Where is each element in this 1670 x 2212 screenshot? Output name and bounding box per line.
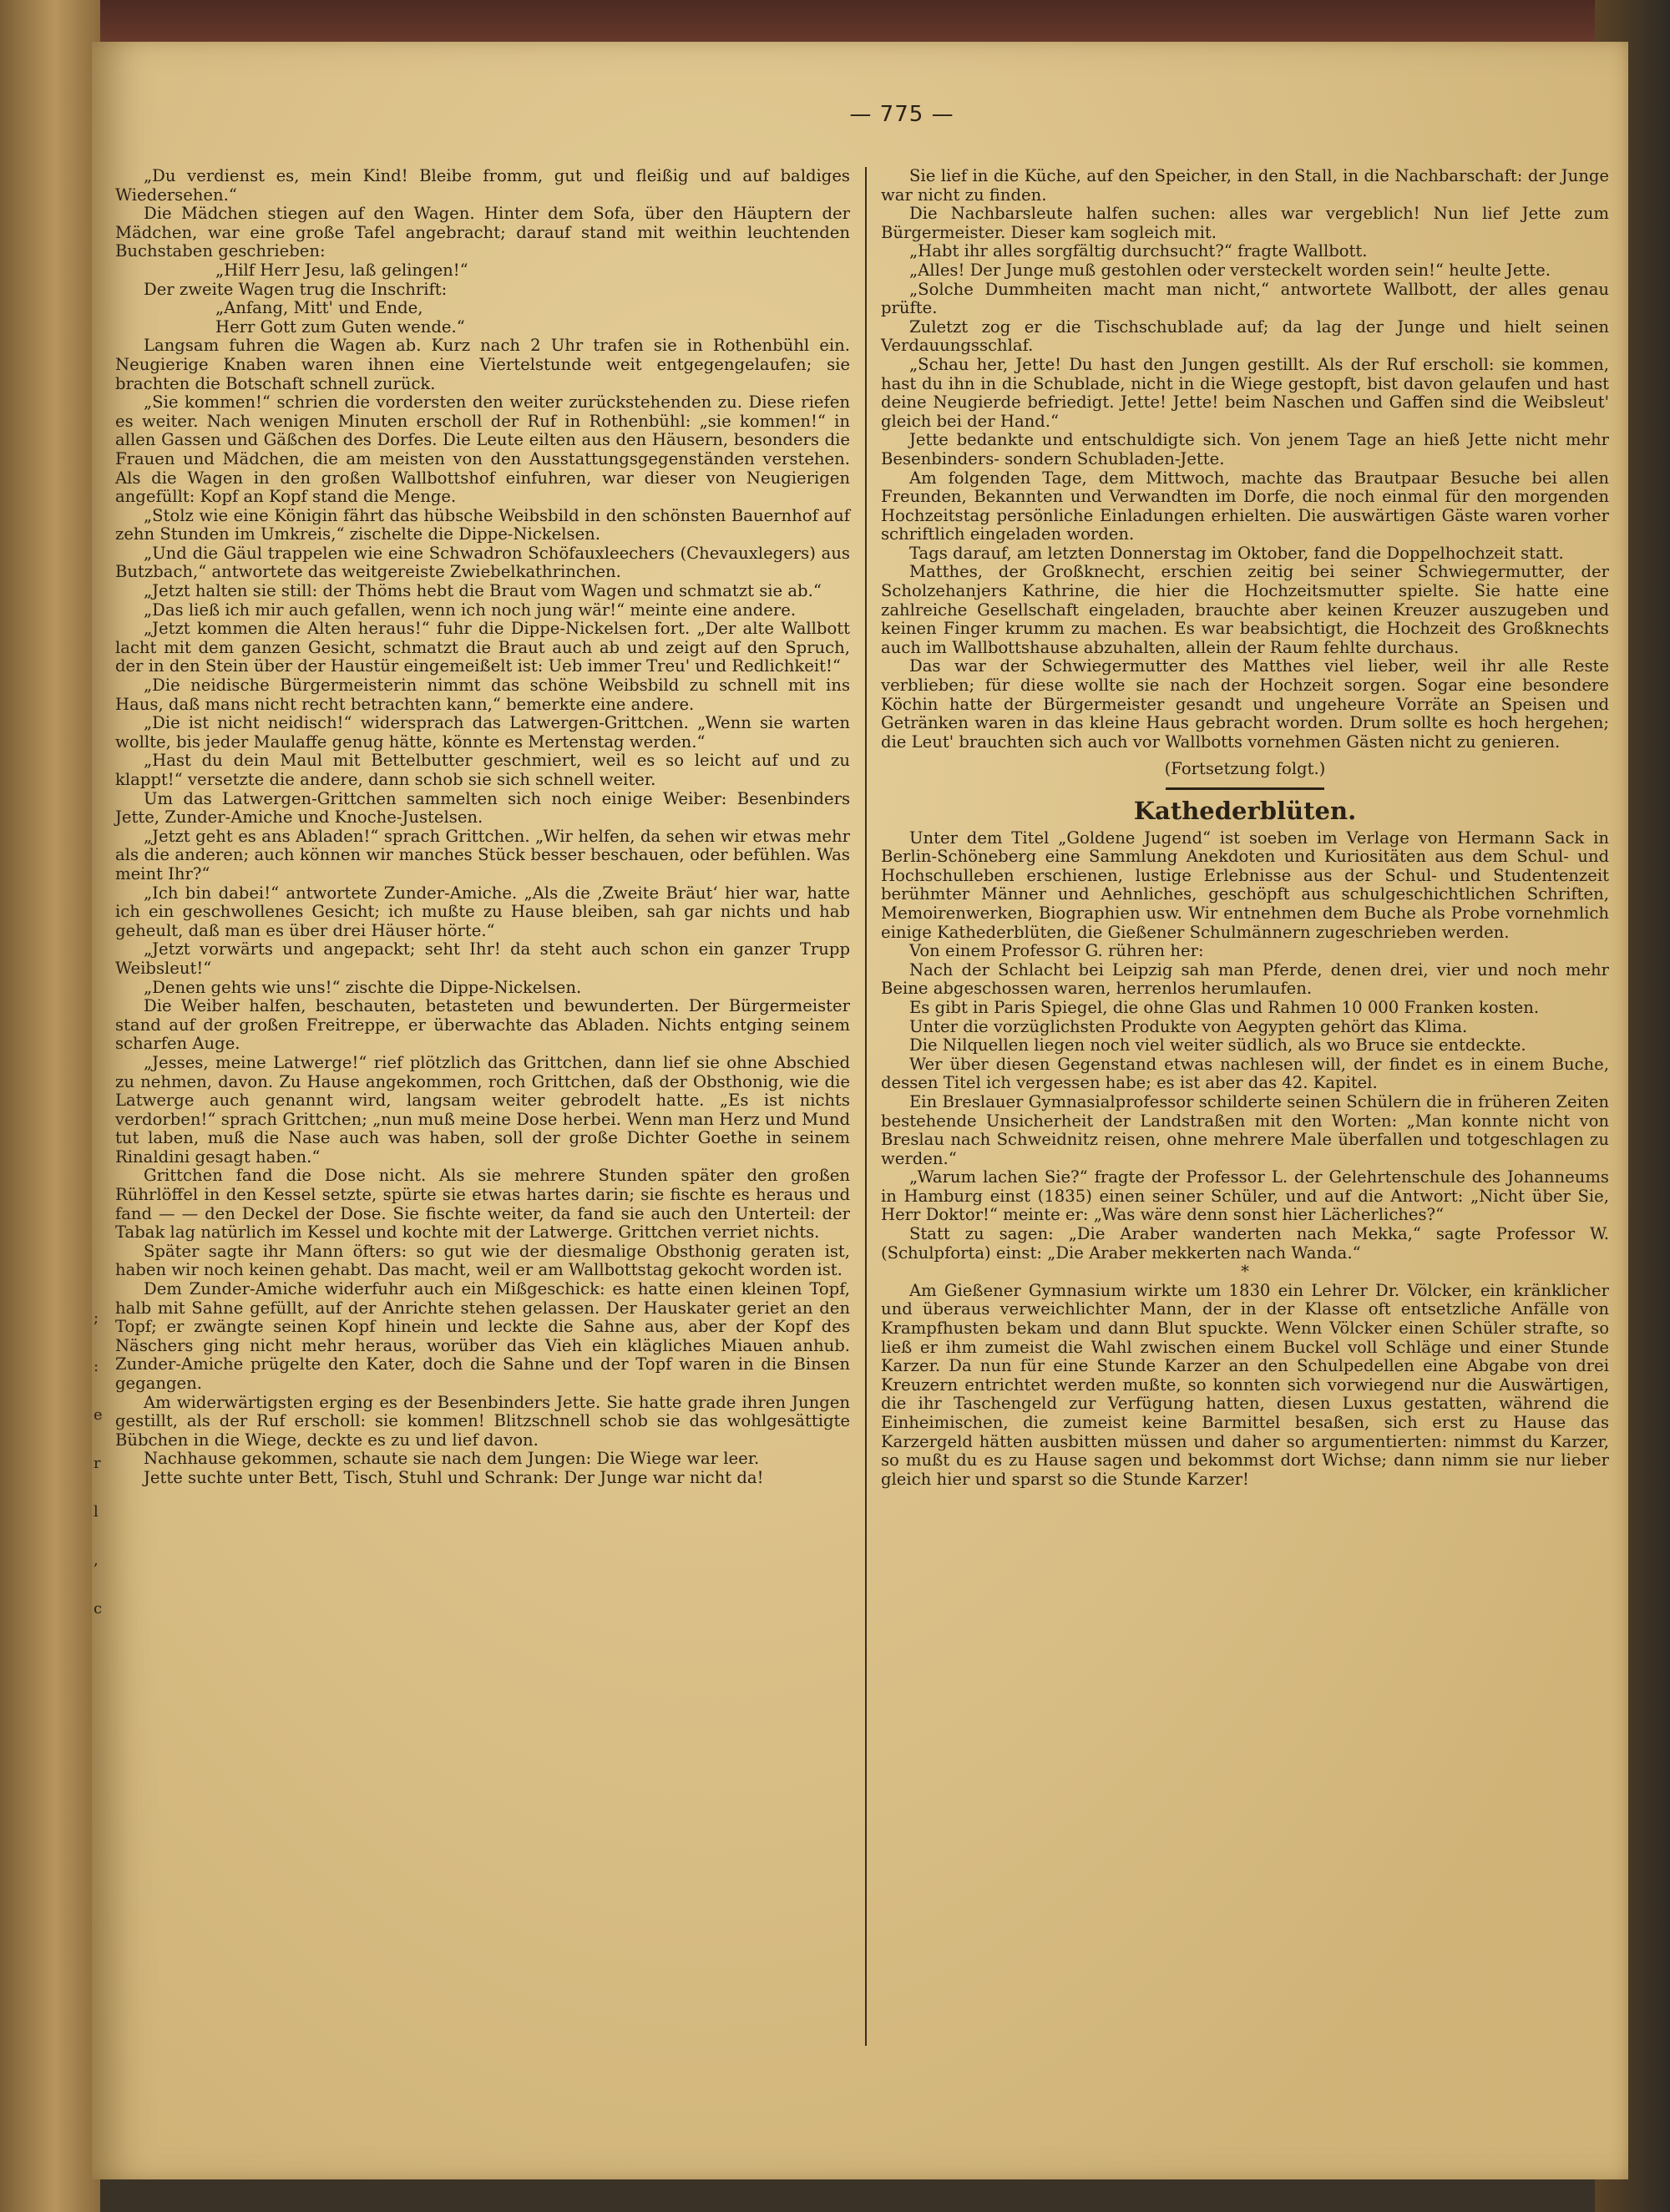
- paragraph: Die Nachbarsleute halfen suchen: alles war vergeblich! Nun lief Jette zum Bürgermeister. Dieser kam sogleich mit.: [881, 204, 1609, 242]
- paragraph: Matthes, der Großknecht, erschien zeitig bei seiner Schwiegermutter, der Scholzehanjers Kathrine, die hier die Hochzeitsmutter spielte. Sie hatte eine zahlreiche Gesellschaft eingeladen, brauchte aber keinen Kreuzer auszugeben und keinen Finger krumm zu machen. Es war beabsichtigt, die Hochzeit des Großknechts auch im Wallbottshause abzuhalten, allein der Raum fehlte durchaus.: [881, 562, 1609, 657]
- paragraph: Die Nilquellen liegen noch viel weiter südlich, als wo Bruce sie entdeckte.: [909, 1035, 1526, 1055]
- paragraph: Jette suchte unter Bett, Tisch, Stuhl und Schrank: Der Junge war nicht da!: [144, 1467, 764, 1487]
- paragraph: „Jetzt geht es ans Abladen!“ sprach Grittchen. „Wir helfen, da sehen wir etwas mehr als die anderen; auch können wir manches Stück besser beschauen, oder befühlen. Was meint Ihr?“: [115, 826, 850, 883]
- left-column-story: [115, 167, 850, 1488]
- paragraph: „Hilf Herr Jesu, laß gelingen!“: [215, 260, 468, 280]
- paragraph: Von einem Professor G. rühren her:: [909, 941, 1204, 961]
- paragraph: „Jetzt kommen die Alten heraus!“ fuhr die Dippe-Nickelsen fort. „Der alte Wallbott lacht mit dem ganzen Gesicht, schmatzt die Braut auch ab und zeigt auf den Spruch, der in den Stein über der Haustür eingemeißelt ist: Ueb immer Treu' und Redlichkeit!“: [115, 619, 850, 676]
- facing-page-margin-marks: ; : e r l , c: [94, 1309, 103, 1617]
- paragraph: Wer über diesen Gegenstand etwas nachlesen will, der findet es in einem Buche, dessen Titel ich vergessen habe; es ist aber das 42. Kapitel.: [881, 1054, 1609, 1093]
- column-divider: [865, 167, 867, 2046]
- paragraph: „Die neidische Bürgermeisterin nimmt das schöne Weibsbild zu schnell mit ins Haus, daß mans nicht recht betrachten kann,“ bemerkte eine andere.: [115, 676, 850, 714]
- paragraph: „Du verdienst es, mein Kind! Bleibe fromm, gut und fleißig und auf baldiges Wiedersehen.“: [115, 166, 850, 205]
- newspaper-page: [92, 42, 1628, 2179]
- paragraph: „Habt ihr alles sorgfältig durchsucht?“ fragte Wallbott.: [909, 241, 1368, 261]
- paragraph: „Jetzt vorwärts und angepackt; seht Ihr! da steht auch schon ein ganzer Trupp Weibsleut!“: [115, 939, 850, 978]
- paragraph: Es gibt in Paris Spiegel, die ohne Glas und Rahmen 10 000 Franken kosten.: [909, 997, 1540, 1017]
- paragraph: „Warum lachen Sie?“ fragte der Professor L. der Gelehrtenschule des Johanneums in Hamburg einst (1835) einen seiner Schüler, und auf die Antwort: „Nicht über Sie, Herr Doktor!“ meinte er: „Was wäre denn sonst hier Lächerliches?“: [881, 1167, 1609, 1225]
- paragraph: „Und die Gäul trappelen wie eine Schwadron Schöfauxleechers (Chevauxlegers) aus Butzbach,“ antwortete das weitgereiste Zwiebelkathrinchen.: [115, 543, 850, 582]
- paragraph: Der zweite Wagen trug die Inschrift:: [144, 279, 448, 299]
- paragraph: „Sie kommen!“ schrien die vordersten den weiter zurückstehenden zu. Diese riefen es weiter. Nach wenigen Minuten erscholl der Ruf in Rothenbühl: „sie kommen!“ in allen Gassen und Gäßchen des Dorfes. Die Leute eilten aus den Häusern, besonders die Frauen und Mädchen, die am meisten von den Ausstattungsgegenständen verstehen. Als die Wagen in den großen Wallbottshof einfuhren, war dieser von Neugierigen angefüllt: Kopf an Kopf stand die Menge.: [115, 392, 850, 507]
- paragraph: Die Mädchen stiegen auf den Wagen. Hinter dem Sofa, über den Häuptern der Mädchen, war eine große Tafel angebracht; darauf stand mit weithin leuchtenden Buchstaben geschrieben:: [115, 204, 850, 261]
- paragraph: „Denen gehts wie uns!“ zischte die Dippe-Nickelsen.: [144, 977, 582, 997]
- paragraph: „Hast du dein Maul mit Bettelbutter geschmiert, weil es so leicht auf und zu klappt!“ versetzte die andere, dann schob sie sich schnell weiter.: [115, 751, 850, 789]
- section-title: Kathederblüten.: [1133, 797, 1357, 825]
- paragraph: Um das Latwergen-Grittchen sammelten sich noch einige Weiber: Besenbinders Jette, Zunder-Amiche und Knoche-Justelsen.: [115, 788, 850, 828]
- paragraph: Dem Zunder-Amiche widerfuhr auch ein Mißgeschick: es hatte einen kleinen Topf, halb mit Sahne gefüllt, auf der Anrichte stehen gelassen. Der Hauskater geriet an den Topf; er zwängte seinen Kopf hinein und leckte die Sahne aus, aber der Kopf des Näschers ging nicht mehr heraus, worüber das Vieh ein klägliches Miauen anhub. Zunder-Amiche prügelte den Kater, doch die Sahne und der Topf waren in die Binsen gegangen.: [115, 1279, 850, 1393]
- section-separator: [1166, 787, 1324, 790]
- paragraph: „Ich bin dabei!“ antwortete Zunder-Amiche. „Als die ‚Zweite Bräut‘ hier war, hatte ich ein geschwollenes Gesicht; ich mußte zu Hause bleiben, sah gar nichts und hab geheult, daß man es über drei Häuser hörte.“: [115, 883, 850, 940]
- paragraph: Am Gießener Gymnasium wirkte um 1830 ein Lehrer Dr. Völcker, ein kränklicher und überaus verweichlichter Mann, der in der Klasse oft entsetzliche Anfälle von Krampfhusten bekam und dann Blut spuckte. Wenn Völcker einen Schüler strafte, so ließ er ihm zumeist die Wahl zwischen einem Buckel voll Schläge und einer Stunde Karzer. Da nun für eine Stunde Karzer an den Schulpedellen eine Abgabe von drei Kreuzern entrichtet werden mußte, so konnten sich vorwiegend nur die Auswärtigen, die ihr Taschengeld zur Verfügung hatten, diesen Luxus gestatten, während die Einheimischen, die zumeist keine Barmittel besaßen, sich erst zu Hause das Karzergeld hätten ausbitten müssen und daher so argumentierten: nimmst du Karzer, so mußt du es zu Hause sagen und bekommst dort Wichse; dann nimm sie nur lieber gleich hier und sparst so die Stunde Karzer!: [881, 1280, 1609, 1489]
- paragraph: Am widerwärtigsten erging es der Besenbinders Jette. Sie hatte grade ihren Jungen gestillt, als der Ruf erscholl: sie kommen! Blitzschnell schob sie das wohlgesättigte Bübchen in die Wiege, deckte es zu und lief davon.: [115, 1392, 850, 1450]
- paragraph: Statt zu sagen: „Die Araber wanderten nach Mekka,“ sagte Professor W. (Schulpforta) einst: „Die Araber mekkerten nach Wanda.“: [881, 1224, 1609, 1263]
- paragraph: „Jetzt halten sie still: der Thöms hebt die Braut vom Wagen und schmatzt sie ab.“: [144, 581, 822, 601]
- paragraph: Am folgenden Tage, dem Mittwoch, machte das Brautpaar Besuche bei allen Freunden, Bekannten und Verwandten im Dorfe, die noch einmal für den morgenden Hochzeitstag persönliche Einladungen erhielten. Die auswärtigen Gäste waren vorher schriftlich eingeladen worden.: [881, 468, 1609, 544]
- paragraph: Zuletzt zog er die Tischschublade auf; da lag der Junge und hielt seinen Verdauungsschlaf.: [881, 316, 1609, 356]
- separator-asterisk: *: [1241, 1262, 1249, 1282]
- paragraph: „Solche Dummheiten macht man nicht,“ antwortete Wallbott, der alles genau prüfte.: [881, 279, 1609, 318]
- paragraph: Langsam fuhren die Wagen ab. Kurz nach 2 Uhr trafen sie in Rothenbühl ein. Neugierige Knaben waren ihnen eine Viertelstunde weit entgegengelaufen; sie brachten die Botschaft schnell zurück.: [115, 336, 850, 393]
- paragraph: „Anfang, Mitt' und Ende,: [215, 298, 423, 318]
- paragraph: „Jesses, meine Latwerge!“ rief plötzlich das Grittchen, dann lief sie ohne Abschied zu nehmen, davon. Zu Hause angekommen, roch Grittchen, daß der Obsthonig, wie die Latwerge auch genannt wird, langsam weiter gebrodelt hatte. „Es ist nichts verdorben!“ sprach Grittchen; „nun muß meine Dose herbei. Wenn man Herz und Mund tut laben, muß die Nase auch was haben, soll der große Dichter Goethe in seinem Rinaldini gesagt haben.“: [115, 1052, 850, 1167]
- paragraph: Das war der Schwiegermutter des Matthes viel lieber, weil ihr alle Reste verblieben; für diese wollte sie nach der Hochzeit sorgen. Sogar eine besondere Köchin hatte der Bürgermeister gesandt und ungeheure Vorräte an Speisen und Getränken waren in das kleine Haus gebracht worden. Drum sollte es hoch hergehen; die Leut' brauchten sich auch vor Wallbotts vornehmen Gästen nicht zu genieren.: [881, 656, 1609, 752]
- paragraph: Jette bedankte und entschuldigte sich. Von jenem Tage an hieß Jette nicht mehr Besenbinders- sondern Schubladen-Jette.: [881, 430, 1609, 468]
- paragraph: Grittchen fand die Dose nicht. Als sie mehrere Stunden später den großen Rührlöffel in den Kessel setzte, spürte sie etwas hartes darin; sie fischte es heraus und fand — — den Deckel der Dose. Sie fischte weiter, da fand sie auch den Unterteil: der Tabak lag natürlich im Kessel und kochte mit der Latwerge. Grittchen verriet nichts.: [115, 1166, 850, 1243]
- paragraph: Unter die vorzüglichsten Produkte von Aegypten gehört das Klima.: [909, 1016, 1468, 1036]
- kathederblueten-article: [881, 829, 1609, 1490]
- paragraph: Tags darauf, am letzten Donnerstag im Oktober, fand die Doppelhochzeit statt.: [909, 543, 1564, 563]
- paragraph: „Das ließ ich mir auch gefallen, wenn ich noch jung wär!“ meinte eine andere.: [144, 600, 797, 620]
- page-number: — 775 —: [849, 102, 954, 127]
- paragraph: Nach der Schlacht bei Leipzig sah man Pferde, denen drei, vier und noch mehr Beine abgeschossen waren, herrenlos herumlaufen.: [881, 959, 1609, 999]
- paragraph: Unter dem Titel „Goldene Jugend“ ist soeben im Verlage von Hermann Sack in Berlin-Schöneberg eine Sammlung Anekdoten und Kuriositäten aus dem Schul- und Hochschulleben erschienen, lustige Erlebnisse aus der Schul- und Studentenzeit berühmter Männer und Aehnliches, geschöpft aus schulgeschichtlichen Schriften, Memoirenwerken, Biographien usw. Wir entnehmen dem Buche als Probe vornehmlich einige Kathederblüten, die Gießener Schulmännern zugeschrieben werden.: [881, 828, 1609, 942]
- paragraph: „Schau her, Jette! Du hast den Jungen gestillt. Als der Ruf erscholl: sie kommen, hast du ihn in die Schublade, nicht in die Wiege gestopft, bist davon gelaufen und hast deine Neugierde befriedigt. Jette! Jette! beim Naschen und Gaffen sind die Weibsleut' gleich bei der Hand.“: [881, 354, 1609, 431]
- right-column-story: [881, 167, 1609, 752]
- paragraph: Nachhause gekommen, schaute sie nach dem Jungen: Die Wiege war leer.: [144, 1449, 760, 1469]
- paragraph: Die Weiber halfen, beschauten, betasteten und bewunderten. Der Bürgermeister stand auf der großen Freitreppe, er überwachte das Abladen. Nichts entging seinem scharfen Auge.: [115, 996, 850, 1054]
- paragraph: „Alles! Der Junge muß gestohlen oder versteckelt worden sein!“ heulte Jette.: [909, 260, 1551, 280]
- right-column: [881, 167, 1609, 1489]
- paragraph: Ein Breslauer Gymnasialprofessor schilderte seinen Schülern die in früheren Zeiten bestehende Unsicherheit der Landstraßen mit den Worten: „Man konnte nicht von Breslau nach Schweidnitz reisen, ohne mehrere Male überfallen und totgeschlagen zu werden.“: [881, 1091, 1609, 1168]
- paragraph: „Stolz wie eine Königin fährt das hübsche Weibsbild in den schönsten Bauernhof auf zehn Stunden im Umkreis,“ zischelte die Dippe-Nickelsen.: [115, 505, 850, 544]
- facing-page-edge: [0, 0, 100, 2212]
- paragraph: Herr Gott zum Guten wende.“: [215, 316, 465, 337]
- continuation-note: (Fortsetzung folgt.): [1164, 759, 1326, 779]
- paragraph: Später sagte ihr Mann öfters: so gut wie der diesmalige Obsthonig geraten ist, haben wir noch keinen gehabt. Das macht, weil er am Wallbottstag gekocht worden ist.: [115, 1241, 850, 1280]
- paragraph: „Die ist nicht neidisch!“ widersprach das Latwergen-Grittchen. „Wenn sie warten wollte, bis jeder Maulaffe genug hätte, könnte es Mertenstag werden.“: [115, 713, 850, 752]
- paragraph: Sie lief in die Küche, auf den Speicher, in den Stall, in die Nachbarschaft: der Junge war nicht zu finden.: [881, 166, 1609, 205]
